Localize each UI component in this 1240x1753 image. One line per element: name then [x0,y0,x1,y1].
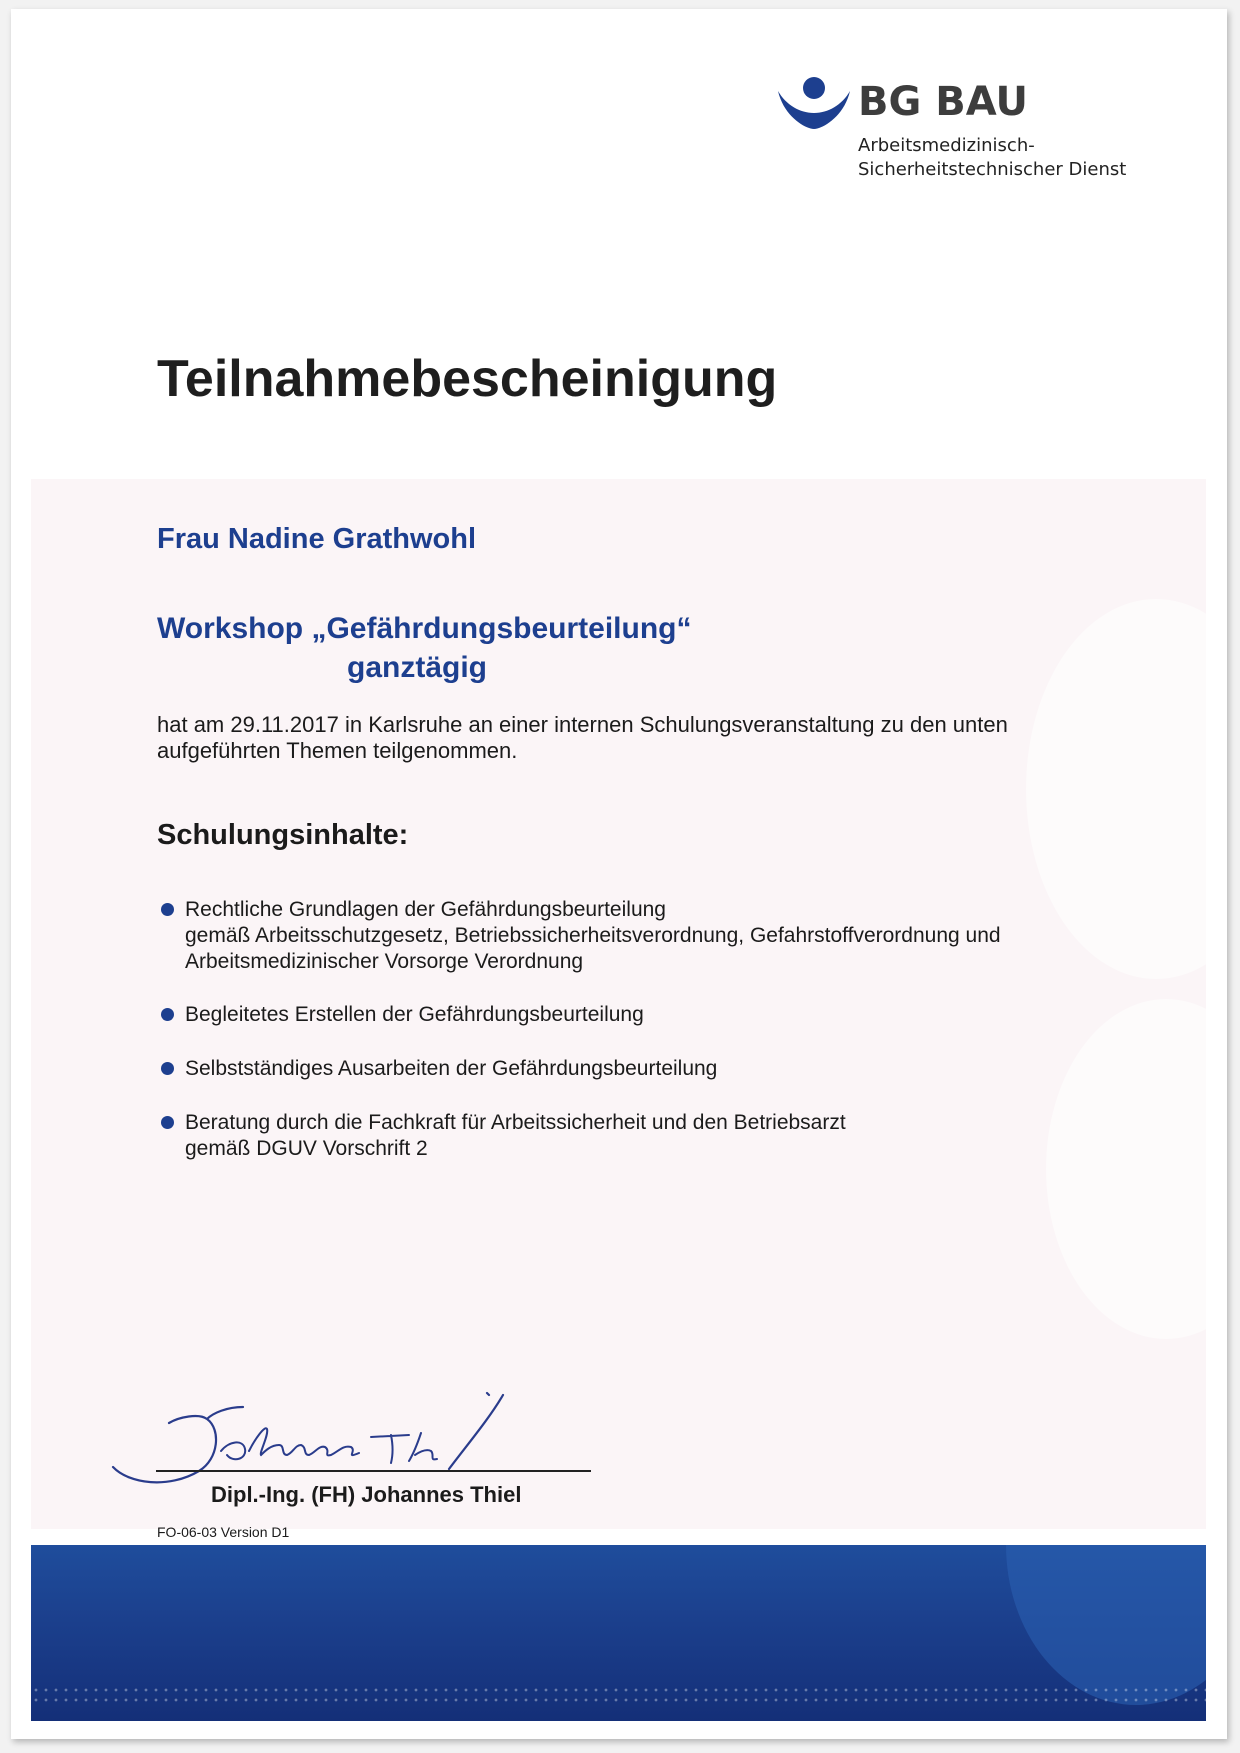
logo-brand-text: BG BAU [858,79,1028,125]
workshop-duration: ganztägig [347,651,487,684]
background-swirl [1046,999,1227,1339]
intro-line: aufgeführten Themen teilgenommen. [157,738,518,763]
intro-paragraph [157,712,1157,764]
contents-heading: Schulungsinhalte: [157,819,409,851]
document-title: Teilnahmebescheinigung [157,350,778,408]
topic-text [185,1002,644,1028]
signer-name: Dipl.-Ing. (FH) Johannes Thiel [211,1482,522,1507]
topic-line: Begleitetes Erstellen der Gefährdungsbeurteilung [185,1003,644,1026]
bg-bau-emblem-icon [776,75,852,135]
bullet-icon [161,1062,174,1075]
footer-dot-pattern [31,1685,1206,1707]
footer-band [31,1545,1206,1721]
topic-text [185,1056,717,1082]
bullet-icon [161,1116,174,1129]
participant-name: Frau Nadine Grathwohl [157,523,477,555]
bg-bau-logo [776,75,1156,185]
bullet-icon [161,1008,174,1021]
logo-subtitle-line1: Arbeitsmedizinisch- [858,135,1035,156]
topic-text [185,1110,846,1162]
topic-line: Beratung durch die Fachkraft für Arbeitssicherheit und den Betriebsarzt [185,1111,846,1134]
logo-subtitle-line2: Sicherheitstechnischer Dienst [858,159,1127,180]
workshop-title: Workshop „Gefährdungsbeurteilung“ [157,612,692,645]
form-code: FO-06-03 Version D1 [157,1524,290,1540]
bullet-icon [161,903,174,916]
topic-line: gemäß DGUV Vorschrift 2 [185,1137,428,1160]
footer-curve [1006,1545,1206,1705]
topic-line: Arbeitsmedizinischer Vorsorge Verordnung [185,950,584,973]
background-swirl [1026,599,1227,979]
signature-line [156,1470,591,1472]
certificate-sheet [11,9,1227,1739]
topic-line: Selbstständiges Ausarbeiten der Gefährdungsbeurteilung [185,1057,718,1080]
topic-text [185,897,1001,975]
topic-line: Rechtliche Grundlagen der Gefährdungsbeurteilung [185,898,666,921]
intro-line: hat am 29.11.2017 in Karlsruhe an einer internen Schulungsveranstaltung zu den unten [157,712,1008,737]
topic-line: gemäß Arbeitsschutzgesetz, Betriebssicherheitsverordnung, Gefahrstoffverordnung und [185,924,1001,947]
